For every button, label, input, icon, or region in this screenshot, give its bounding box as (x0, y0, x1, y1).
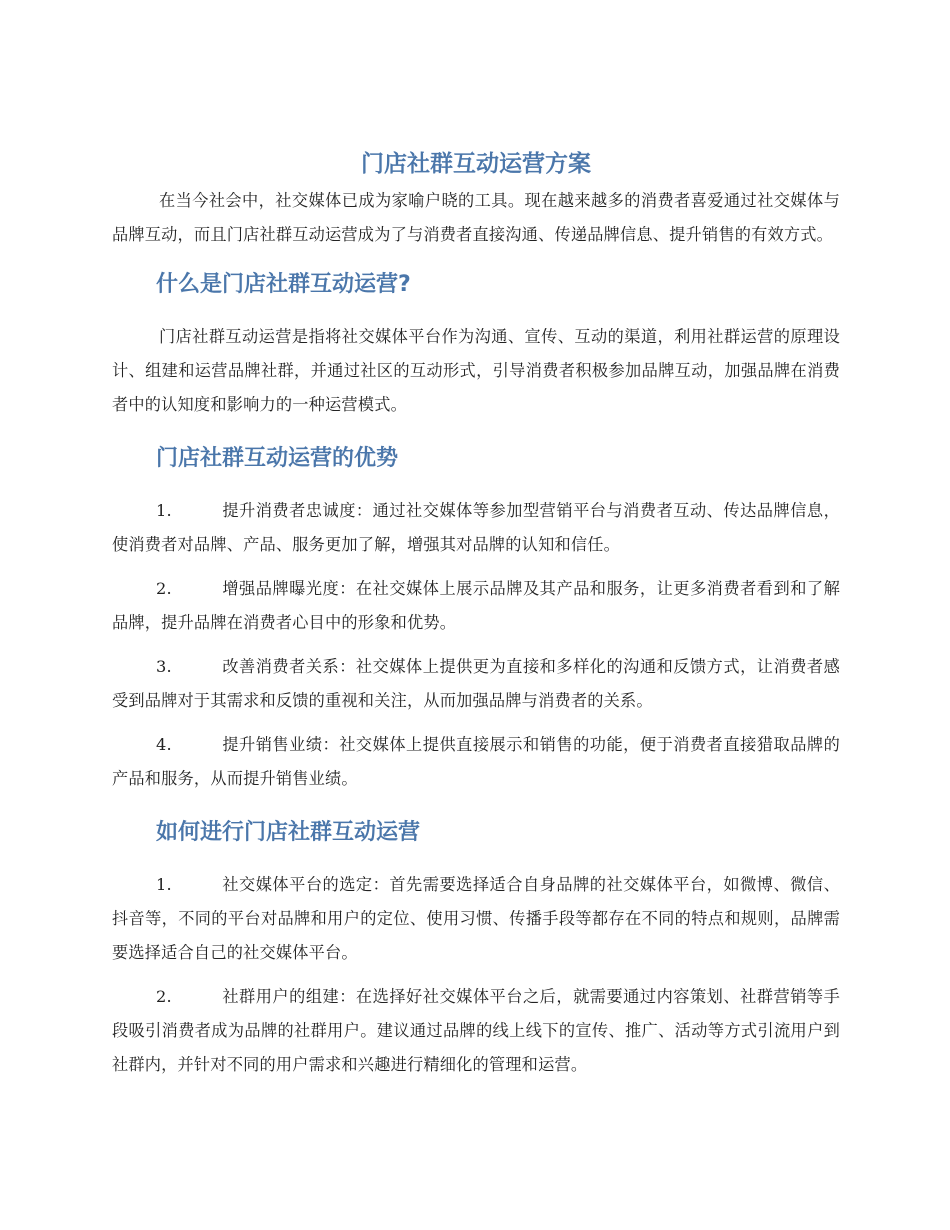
advantages-list (112, 494, 840, 796)
list-item-number: 3. (156, 657, 172, 676)
list-item (112, 980, 840, 1082)
list-item-text: 增强品牌曝光度：在社交媒体上展示品牌及其产品和服务，让更多消费者看到和了解品牌，提升品牌在消费者心目中的形象和优势。 (112, 579, 840, 632)
section-paragraph-what-is: 门店社群互动运营是指将社交媒体平台作为沟通、宣传、互动的渠道，利用社群运营的原理设计、组建和运营品牌社群，并通过社区的互动形式，引导消费者积极参加品牌互动，加强品牌在消费者中的认知度和影响力的一种运营模式。 (112, 327, 840, 414)
section-heading-advantages: 门店社群互动运营的优势 (156, 446, 399, 471)
list-item-number: 1. (156, 875, 172, 894)
list-item (112, 728, 840, 796)
document-title: 门店社群互动运营方案 (361, 151, 591, 177)
list-item (112, 650, 840, 718)
how-to-list (112, 868, 840, 1082)
section-heading-what-is: 什么是门店社群互动运营? (156, 272, 411, 297)
list-item-text: 提升消费者忠诚度：通过社交媒体等参加型营销平台与消费者互动、传达品牌信息，使消费者对品牌、产品、服务更加了解，增强其对品牌的认知和信任。 (112, 501, 840, 554)
list-item-number: 4. (156, 735, 172, 754)
list-item-number: 1. (156, 501, 172, 520)
list-item-text: 提升销售业绩：社交媒体上提供直接展示和销售的功能，便于消费者直接猎取品牌的产品和服务，从而提升销售业绩。 (112, 735, 840, 788)
intro-paragraph: 在当今社会中，社交媒体已成为家喻户晓的工具。现在越来越多的消费者喜爱通过社交媒体与品牌互动，而且门店社群互动运营成为了与消费者直接沟通、传递品牌信息、提升销售的有效方式。 (112, 191, 840, 244)
document-page (112, 148, 840, 1092)
list-item-text: 社交媒体平台的选定：首先需要选择适合自身品牌的社交媒体平台，如微博、微信、抖音等，不同的平台对品牌和用户的定位、使用习惯、传播手段等都存在不同的特点和规则，品牌需要选择适合自己的社交媒体平台。 (112, 875, 840, 962)
list-item (112, 494, 840, 562)
list-item (112, 868, 840, 970)
list-item-text: 社群用户的组建：在选择好社交媒体平台之后，就需要通过内容策划、社群营销等手段吸引消费者成为品牌的社群用户。建议通过品牌的线上线下的宣传、推广、活动等方式引流用户到社群内，并针对不同的用户需求和兴趣进行精细化的管理和运营。 (112, 987, 840, 1074)
list-item-number: 2. (156, 987, 172, 1006)
section-heading-how-to: 如何进行门店社群互动运营 (156, 820, 421, 845)
list-item-text: 改善消费者关系：社交媒体上提供更为直接和多样化的沟通和反馈方式，让消费者感受到品牌对于其需求和反馈的重视和关注，从而加强品牌与消费者的关系。 (112, 657, 840, 710)
list-item-number: 2. (156, 579, 172, 598)
list-item (112, 572, 840, 640)
